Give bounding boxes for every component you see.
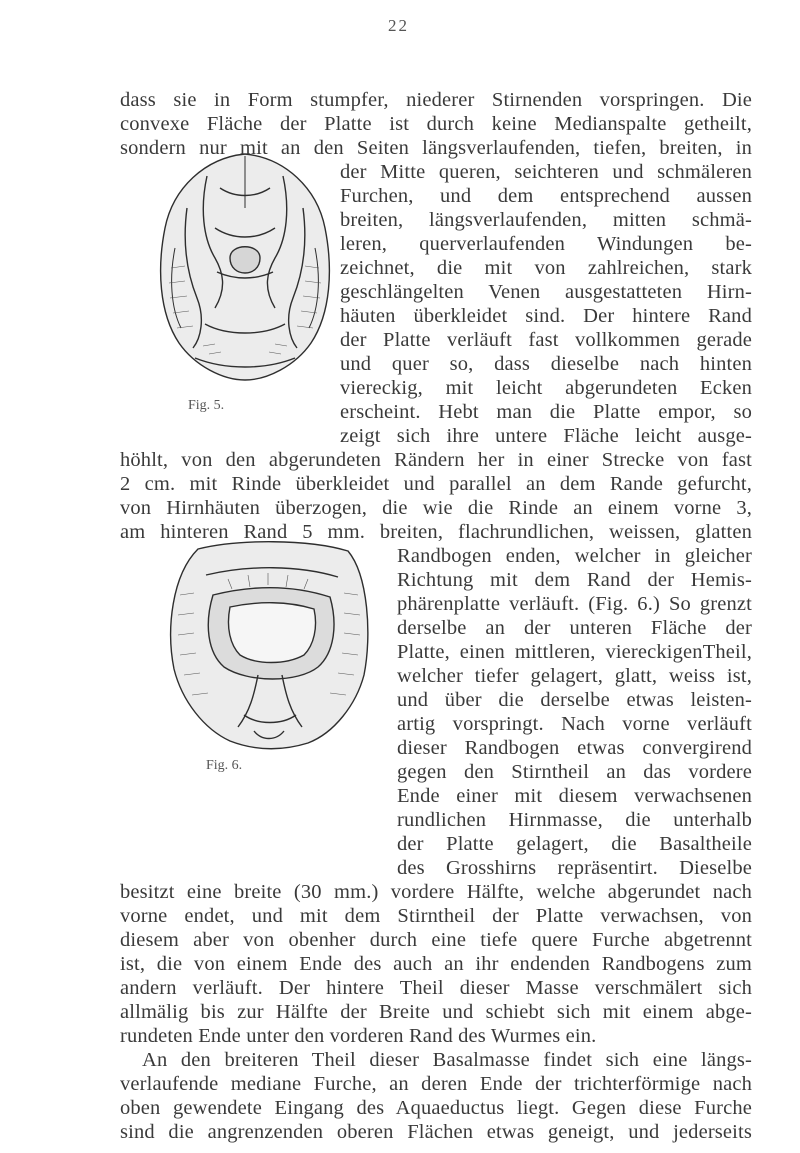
text-line: häuten überkleidet sind. Der hintere Rand: [340, 305, 752, 327]
text-line: sind die angrenzenden oberen Flächen etwas geneigt, und jederseits: [120, 1121, 752, 1143]
text-line: 2 cm. mit Rinde überkleidet und parallel an dem Rande gefurcht,: [120, 473, 752, 495]
text-line: besitzt eine breite (30 mm.) vordere Hälfte, welche abgerundet nach: [120, 881, 752, 903]
text-line: und quer so, dass dieselbe nach hinten: [340, 353, 752, 375]
figure-5-illustration: [145, 148, 343, 388]
text-line: höhlt, von den abgerundeten Rändern her in einer Strecke von fast: [120, 449, 752, 471]
text-line: derselbe an der unteren Fläche der: [397, 617, 752, 639]
text-line: der Platte verläuft fast vollkommen gerade: [340, 329, 752, 351]
text-line: Richtung mit dem Rand der Hemis-: [397, 569, 752, 591]
text-line: und über die derselbe etwas leisten-: [397, 689, 752, 711]
text-line: An den breiteren Theil dieser Basalmasse findet sich eine längs-: [142, 1049, 752, 1071]
text-line: Furchen, und dem entsprechend aussen: [340, 185, 752, 207]
text-line: diesem aber von obenher durch eine tiefe quere Furche abgetrennt: [120, 929, 752, 951]
text-line: convexe Fläche der Platte ist durch keine Medianspalte getheilt,: [120, 113, 752, 135]
text-line: leren, querverlaufenden Windungen be-: [340, 233, 752, 255]
figure-6-caption: Fig. 6.: [206, 758, 243, 773]
text-line: andern verläuft. Der hintere Theil dieser Masse verschmälert sich: [120, 977, 752, 999]
text-line: dass sie in Form stumpfer, niederer Stirnenden vorspringen. Die: [120, 89, 752, 111]
text-line: der Mitte queren, seichteren und schmäleren: [340, 161, 752, 183]
text-line: Platte, einen mittleren, viereckigenTheil,: [397, 641, 752, 663]
text-line: zeichnet, die mit von zahlreichen, stark: [340, 257, 752, 279]
text-line: rundlichen Hirnmasse, die unterhalb: [397, 809, 752, 831]
text-line: der Platte gelagert, die Basaltheile: [397, 833, 752, 855]
text-line: breiten, längsverlaufenden, mitten schmä-: [340, 209, 752, 231]
figure-5-caption: Fig. 5.: [188, 398, 225, 413]
text-line: erscheint. Hebt man die Platte empor, so: [340, 401, 752, 423]
text-line: allmälig bis zur Hälfte der Breite und schiebt sich mit einem abge-: [120, 1001, 752, 1023]
text-line: artig vorspringt. Nach vorne verläuft: [397, 713, 752, 735]
text-line: ist, die von einem Ende des auch an ihr endenden Randbogens zum: [120, 953, 752, 975]
text-line: Ende einer mit diesem verwachsenen: [397, 785, 752, 807]
text-line: dieser Randbogen etwas convergirend: [397, 737, 752, 759]
figure-6-illustration: [158, 535, 380, 753]
text-line: zeigt sich ihre untere Fläche leicht ausge-: [340, 425, 752, 447]
text-line: oben gewendete Eingang des Aquaeductus liegt. Gegen diese Furche: [120, 1097, 752, 1119]
text-line: vorne endet, und mit dem Stirntheil der Platte verwachsen, von: [120, 905, 752, 927]
text-line: Randbogen enden, welcher in gleicher: [397, 545, 752, 567]
text-line: geschlängelten Venen ausgestatteten Hirn-: [340, 281, 752, 303]
text-line: des Grosshirns repräsentirt. Dieselbe: [397, 857, 752, 879]
text-line: verlaufende mediane Furche, an deren Ende der trichterförmige nach: [120, 1073, 752, 1095]
text-line: rundeten Ende unter den vorderen Rand des Wurmes ein.: [120, 1025, 597, 1047]
page-number: 22: [388, 16, 409, 35]
text-line: viereckig, mit leicht abgerundeten Ecken: [340, 377, 752, 399]
text-line: phärenplatte verläuft. (Fig. 6.) So grenzt: [397, 593, 752, 615]
text-line: sondern nur mit an den Seiten längsverlaufenden, tiefen, breiten, in: [120, 137, 752, 159]
text-line: am hinteren Rand 5 mm. breiten, flachrundlichen, weissen, glatten: [120, 521, 752, 543]
text-line: welcher tiefer gelagert, glatt, weiss ist,: [397, 665, 752, 687]
text-line: gegen den Stirntheil an das vordere: [397, 761, 752, 783]
text-line: von Hirnhäuten überzogen, die wie die Rinde an einem vorne 3,: [120, 497, 752, 519]
